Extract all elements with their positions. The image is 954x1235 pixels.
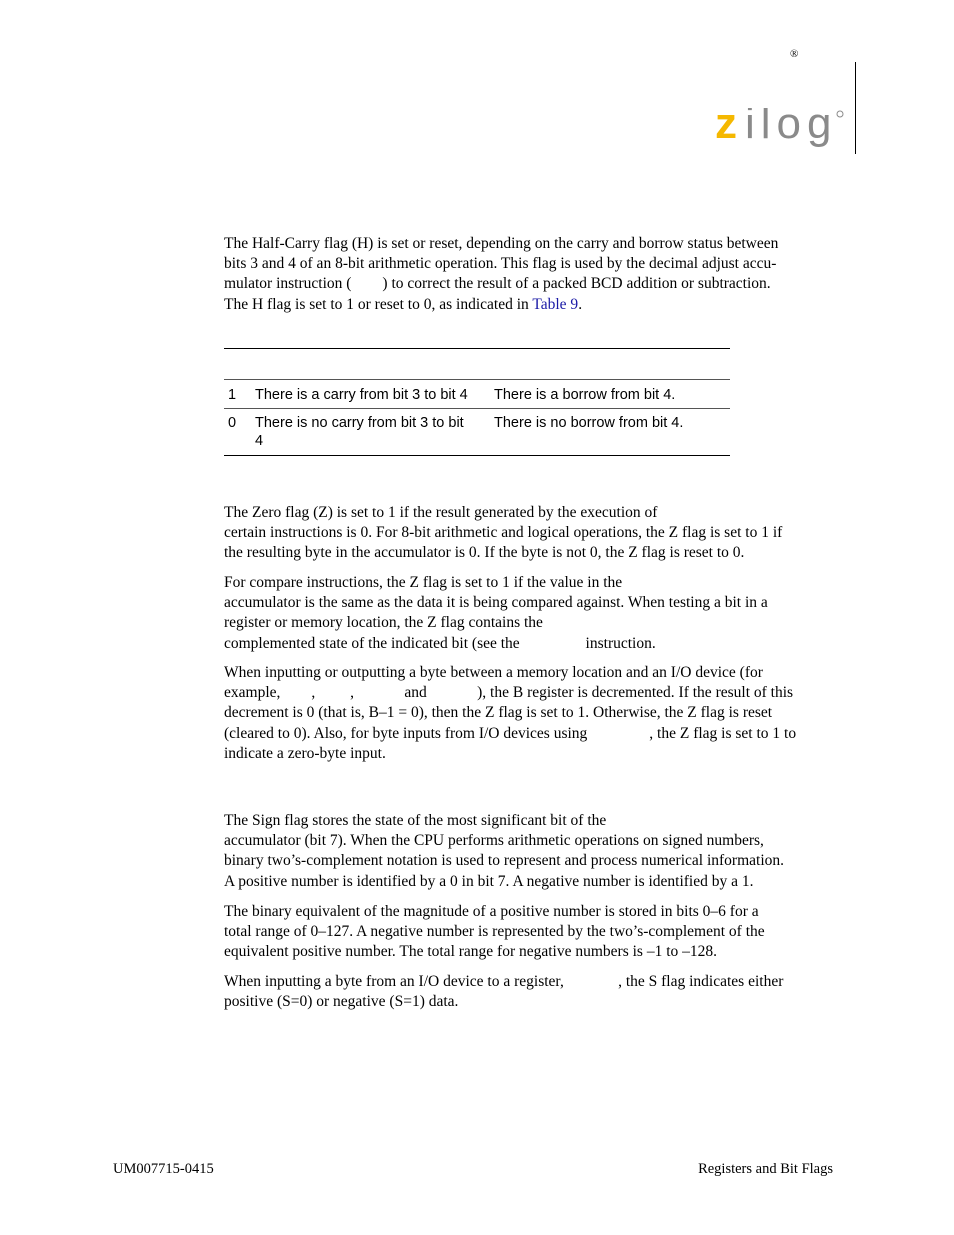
text-line: certain instructions is 0. For 8-bit arithmetic and logical operations, the Z flag is set to 1 if (224, 524, 783, 542)
text-line: The Sign flag stores the state of the most significant bit of the (224, 812, 607, 829)
text-line: The binary equivalent of the magnitude of a positive number is stored in bits 0–6 for a (224, 903, 759, 920)
zero-flag-paragraph-2 (224, 573, 842, 654)
text-line: indicate a zero-byte input. (224, 744, 386, 762)
text-line: example, , , and ), the B register is decremented. If the result of this (224, 684, 794, 702)
text-line: decrement is 0 (that is, B–1 = 0), then the Z flag is set to 1. Otherwise, the Z flag is reset (224, 704, 773, 722)
text-line-suffix: . (578, 295, 583, 313)
table-bottom-rule (224, 455, 730, 456)
table-cell-h: 1 (228, 387, 237, 403)
zero-flag-paragraph-3 (224, 663, 842, 764)
sign-flag-paragraph-1 (224, 811, 842, 892)
sign-flag-paragraph-3 (224, 972, 842, 1012)
text-line: For compare instructions, the Z flag is set to 1 if the value in the (224, 574, 623, 591)
text-line (224, 295, 842, 315)
text-line: binary two’s-complement notation is used to represent and process numerical information. (224, 852, 785, 870)
table-cell-sub: There is a borrow from bit 4. (494, 387, 676, 403)
text-line: When inputting a byte from an I/O device to a register, , the S flag indicates either (224, 973, 784, 990)
zero-flag-paragraph-1 (224, 503, 842, 564)
text-line: complemented state of the indicated bit (see the instruction. (224, 634, 656, 652)
table-row-rule (224, 408, 730, 409)
table-cell-add-cont: 4 (255, 433, 264, 449)
table-cell-add: There is a carry from bit 3 to bit 4 (255, 387, 468, 403)
half-carry-paragraph (224, 234, 842, 315)
text-line: equivalent positive number. The total range for negative numbers is –1 to –128. (224, 943, 718, 961)
text-line: The Zero flag (Z) is set to 1 if the result generated by the execution of (224, 504, 658, 521)
table-cell-add: There is no carry from bit 3 to bit (255, 415, 464, 431)
text-line: positive (S=0) or negative (S=1) data. (224, 993, 459, 1011)
text-line: bits 3 and 4 of an 8-bit arithmetic operation. This flag is used by the decimal adjust accu- (224, 255, 777, 273)
footer-doc-number: UM007715-0415 (113, 1161, 214, 1177)
svg-text:z: z (715, 108, 737, 148)
text-line: When inputting or outputting a byte between a memory location and an I/O device (for (224, 664, 763, 681)
table-header-rule (224, 379, 730, 380)
text-line: the resulting byte in the accumulator is 0. If the byte is not 0, the Z flag is reset to 0. (224, 544, 745, 562)
table-top-rule (224, 348, 730, 349)
text-line: The Half-Carry flag (H) is set or reset, depending on the carry and borrow status between (224, 235, 779, 252)
text-line: A positive number is identified by a 0 in bit 7. A negative number is identified by a 1. (224, 872, 754, 890)
text-line: accumulator is the same as the data it is being compared against. When testing a bit in a (224, 594, 768, 612)
text-line-prefix: The H flag is set to 1 or reset to 0, as indicated in (224, 295, 533, 313)
table-9-link[interactable]: Table 9 (532, 295, 579, 313)
sign-flag-paragraph-2 (224, 902, 842, 963)
text-line: mulator instruction ( ) to correct the result of a packed BCD addition or subtraction. (224, 275, 771, 293)
footer-section-title: Registers and Bit Flags (698, 1161, 833, 1177)
svg-text:ilog: ilog (745, 108, 838, 148)
text-line: register or memory location, the Z flag contains the (224, 614, 543, 632)
zilog-logo (715, 108, 845, 161)
table-cell-sub: There is no borrow from bit 4. (494, 415, 684, 431)
registered-mark: ® (790, 48, 799, 60)
text-line: (cleared to 0). Also, for byte inputs from I/O devices using , the Z flag is set to 1 to (224, 724, 797, 742)
text-line: accumulator (bit 7). When the CPU performs arithmetic operations on signed numbers, (224, 832, 764, 850)
text-line: total range of 0–127. A negative number is represented by the two’s-complement of the (224, 923, 765, 941)
table-cell-h: 0 (228, 415, 237, 431)
header-divider (855, 62, 856, 154)
